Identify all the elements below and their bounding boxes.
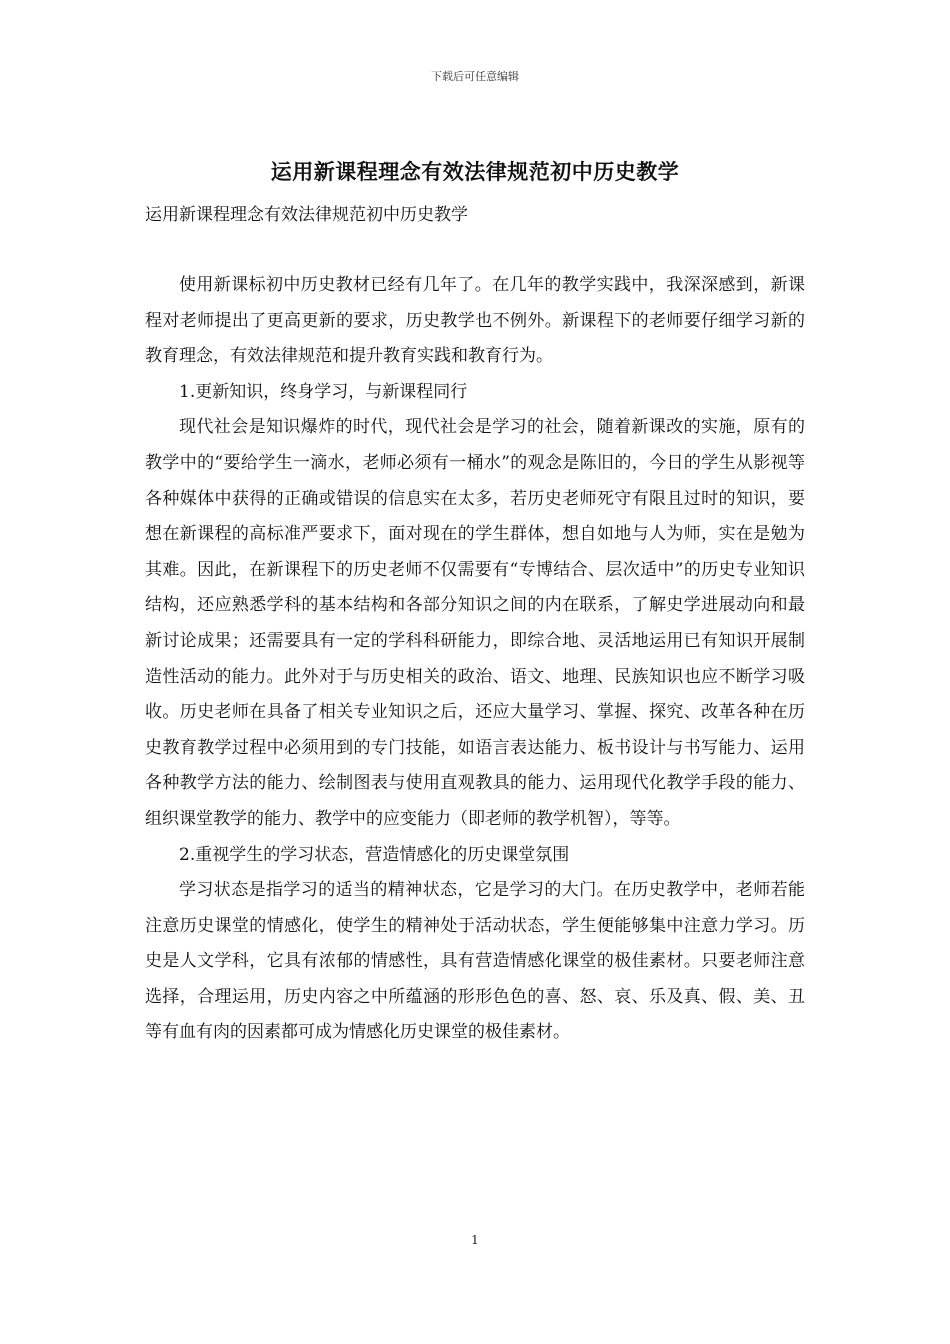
paragraph-section-2: 学习状态是指学习的适当的精神状态，它是学习的大门。在历史教学中，老师若能注意历史课堂的情感化，使学生的精神处于活动状态，学生便能够集中注意力学习。历史是人文学科，它具有浓郁的情感性，具有营造情感化课堂的极佳素材。只要老师注意选择，合理运用，历史内容之中所蕴涵的形形色色的喜、怒、哀、乐及真、假、美、丑等有血有肉的因素都可成为情感化历史课堂的极佳素材。: [145, 880, 805, 1043]
section-heading-1: 1.更新知识，终身学习，与新课程同行: [179, 381, 468, 402]
section-heading-2: 2.重视学生的学习状态，营造情感化的历史课堂氛围: [179, 844, 570, 865]
document-title: 运用新课程理念有效法律规范初中历史教学: [270, 160, 680, 184]
header-note: 下载后可任意编辑: [431, 70, 519, 83]
document-subtitle: 运用新课程理念有效法律规范初中历史教学: [145, 205, 468, 225]
paragraph-intro: 使用新课标初中历史教材已经有几年了。在几年的教学实践中，我深深感到，新课程对老师提出了更高更新的要求，历史教学也不例外。新课程下的老师要仔细学习新的教育理念，有效法律规范和提升教育实践和教育行为。: [145, 275, 805, 367]
page-number: 1: [471, 1233, 479, 1247]
paragraph-section-1: 现代社会是知识爆炸的时代，现代社会是学习的社会，随着新课改的实施，原有的教学中的“要给学生一滴水，老师必须有一桶水”的观念是陈旧的，今日的学生从影视等各种媒体中获得的正确或错误的信息实在太多，若历史老师死守有限且过时的知识，要想在新课程的高标准严要求下，面对现在的学生群体，想自如地与人为师，实在是勉为其难。因此，在新课程下的历史老师不仅需要有“专博结合、层次适中”的历史专业知识结构，还应熟悉学科的基本结构和各部分知识之间的内在联系，了解史学进展动向和最新讨论成果；还需要具有一定的学科科研能力，即综合地、灵活地运用已有知识开展制造性活动的能力。此外对于与历史相关的政治、语文、地理、民族知识也应不断学习吸收。历史老师在具备了相关专业知识之后，还应大量学习、掌握、探究、改革各种在历史教育教学过程中必须用到的专门技能，如语言表达能力、板书设计与书写能力、运用各种教学方法的能力、绘制图表与使用直观教具的能力、运用现代化教学手段的能力、组织课堂教学的能力、教学中的应变能力（即老师的教学机智），等等。: [145, 417, 805, 829]
document-body: [145, 268, 805, 1051]
